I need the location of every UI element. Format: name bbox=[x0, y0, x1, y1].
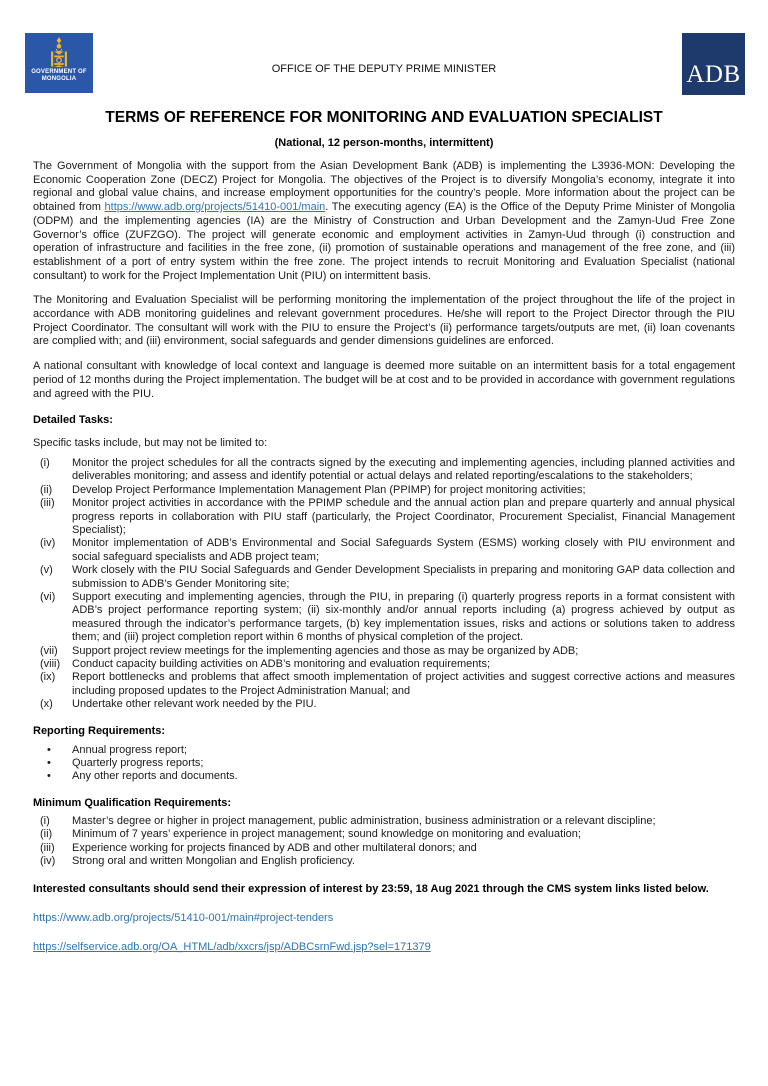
task-item bbox=[33, 497, 735, 537]
task-item bbox=[33, 457, 735, 484]
report-item-text: Any other reports and documents. bbox=[72, 770, 238, 783]
qualification-item-text: Minimum of 7 years’ experience in project management; sound knowledge on monitoring and evaluation; bbox=[72, 828, 581, 841]
task-item-text: Conduct capacity building activities on ADB’s monitoring and evaluation requirements; bbox=[72, 658, 491, 671]
task-item-number: (ii) bbox=[40, 483, 53, 496]
adb-logo-text: ADB bbox=[686, 61, 741, 88]
bullet-marker: • bbox=[47, 770, 51, 783]
task-item-number: (viii) bbox=[40, 658, 61, 671]
bullet-marker: • bbox=[47, 743, 51, 756]
gov-logo-caption-line2: MONGOLIA bbox=[41, 76, 77, 82]
task-item bbox=[33, 537, 735, 564]
reporting-requirements-list bbox=[33, 744, 735, 784]
task-item-text: Support executing and implementing agencies, through the PIU, in preparing (i) quarterly progress reports in a format consistent with ADB’s project performance reporting system; (ii) six-monthly and/or annual reports including (a) progress achieved by output as measured through the indicator’s performance targets, (b) key implementation issues, risks and actions or solutions taken to address them; and (iii) project completion report within 6 months of physical completion of the project. bbox=[72, 591, 735, 644]
task-item-number: (vi) bbox=[40, 591, 56, 604]
qualification-item bbox=[33, 815, 735, 828]
task-item bbox=[33, 484, 735, 497]
qualification-requirements-list bbox=[33, 815, 735, 869]
task-item-text: Monitor project activities in accordance with the PPIMP schedule and the annual action plan and prepare quarterly and annual physical progress reports in collaboration with PIU staff (particularly, the Project Coordinator, Procurement Specialist, Financial Management Specialist); bbox=[72, 497, 735, 536]
task-item-number: (iv) bbox=[40, 537, 56, 550]
bullet-marker: • bbox=[47, 757, 51, 770]
qualification-item bbox=[33, 855, 735, 868]
document-header bbox=[31, 33, 741, 97]
report-item bbox=[33, 770, 735, 783]
qualification-item-number: (ii) bbox=[40, 828, 53, 841]
task-item-text: Work closely with the PIU Social Safeguards and Gender Development Specialists in preparing and monitoring GAP data collection and submission to ADB’s Gender Monitoring site; bbox=[72, 564, 735, 590]
task-item-text: Report bottlenecks and problems that affect smooth implementation of project activities and suggest corrective actions and measures including proposed updates to the Project Administration Manual; and bbox=[72, 671, 735, 697]
detailed-tasks-heading: Detailed Tasks: bbox=[33, 414, 113, 427]
task-item bbox=[33, 591, 735, 645]
detailed-tasks-list bbox=[33, 457, 735, 712]
task-item-number: (v) bbox=[40, 564, 53, 577]
qualification-item-number: (i) bbox=[40, 814, 50, 827]
qualification-item-number: (iv) bbox=[40, 855, 56, 868]
task-item-number: (iii) bbox=[40, 497, 55, 510]
cms-selfservice-link[interactable]: https://selfservice.adb.org/OA_HTML/adb/xxcrs/jsp/ADBCsrnFwd.jsp?sel=171379 bbox=[33, 940, 431, 953]
page-subtitle: (National, 12 person-months, intermittent) bbox=[274, 137, 494, 149]
report-item-text: Annual progress report; bbox=[72, 743, 187, 756]
intro-text-before-link: The Government of Mongolia with the support from the Asian Development Bank (ADB) is implementing the L3936-MON: Developing the Economic Cooperation Zone (DECZ) Project for Mongolia. The objectives of the Project is to diversify Mongolia’s economy, integrate it into regional and global value chains, and increase employment opportunities for the country’s people. More information about the project can be obtained from bbox=[33, 160, 735, 214]
role-paragraph: The Monitoring and Evaluation Specialist will be performing monitoring the implementation of the project throughout the life of the project in accordance with ADB monitoring guidelines and relevant government procedures. He/she will report to the Project Director through the PIU Project Coordinator. The consultant will work with the PIU to ensure the Project’s (ii) performance targets/outputs are met, (ii) loan covenants are complied with; and (iii) environment, social safeguards and gender dimensions guidelines are enforced. bbox=[33, 294, 735, 348]
intro-text-after-link: . The executing agency (EA) is the Office of the Deputy Prime Minister of Mongolia (ODPM) and the implementing agencies (IA) are the Ministry of Construction and Urban Development and the Zamyn-Uud Free Zone Governor’s office (ZUFZGO). The project will generate economic and employment activities in Zamyn-Uud through (i) construction and operation of infrastructure and facilities in the free zone, (ii) promotion of sustainable operations and management of the free zone, and (iii) establishment of a port of entry system within the free zone. The project intends to recruit Monitoring and Evaluation Specialist (national consultant) to work for the Project Implementation Unit (PIU) on intermittent basis. bbox=[33, 201, 735, 282]
engagement-paragraph: A national consultant with knowledge of local context and language is deemed more suitable on an intermittent basis for a total engagement period of 12 months during the Project implementation. The budget will be at cost and to be provided in accordance with government regulations and agreed with the PIU. bbox=[33, 360, 735, 400]
qualification-item bbox=[33, 842, 735, 855]
gov-logo-caption-line1: GOVERNMENT OF bbox=[31, 69, 87, 75]
report-item bbox=[33, 757, 735, 770]
task-item bbox=[33, 671, 735, 698]
office-line: OFFICE OF THE DEPUTY PRIME MINISTER bbox=[271, 63, 497, 75]
qualification-item bbox=[33, 828, 735, 841]
task-item-text: Monitor implementation of ADB’s Environmental and Social Safeguards System (ESMS) working closely with PIU environment and social safeguard specialists and ADB project team; bbox=[72, 537, 735, 563]
page-title: TERMS OF REFERENCE FOR MONITORING AND EVALUATION SPECIALIST bbox=[105, 109, 663, 126]
task-item-number: (i) bbox=[40, 456, 50, 469]
task-item-number: (vii) bbox=[40, 644, 58, 657]
task-item bbox=[33, 698, 735, 711]
task-item bbox=[33, 658, 735, 671]
task-item-text: Support project review meetings for the implementing agencies and those as may be organized by ADB; bbox=[72, 644, 579, 657]
detailed-tasks-intro: Specific tasks include, but may not be limited to: bbox=[33, 437, 268, 450]
task-item-text: Develop Project Performance Implementation Management Plan (PPIMP) for project monitoring activities; bbox=[72, 483, 586, 496]
qualification-item-text: Strong oral and written Mongolian and English proficiency. bbox=[72, 855, 355, 868]
task-item-text: Undertake other relevant work needed by the PIU. bbox=[72, 698, 317, 711]
task-item bbox=[33, 645, 735, 658]
task-item bbox=[33, 564, 735, 591]
qualification-item-text: Experience working for projects financed by ADB and other multilateral donors; and bbox=[72, 841, 477, 854]
task-item-number: (x) bbox=[40, 698, 53, 711]
task-item-number: (ix) bbox=[40, 671, 56, 684]
project-info-link[interactable]: https://www.adb.org/projects/51410-001/main bbox=[104, 201, 326, 214]
qualification-requirements-heading: Minimum Qualification Requirements: bbox=[33, 796, 232, 809]
report-item-text: Quarterly progress reports; bbox=[72, 757, 204, 770]
qualification-item-number: (iii) bbox=[40, 841, 55, 854]
adb-logo bbox=[682, 33, 745, 95]
project-tenders-link[interactable]: https://www.adb.org/projects/51410-001/main#project-tenders bbox=[33, 911, 334, 924]
reporting-requirements-heading: Reporting Requirements: bbox=[33, 724, 166, 737]
submission-deadline-notice: Interested consultants should send their expression of interest by 23:59, 18 Aug 2021 through the CMS system links listed below. bbox=[33, 882, 709, 895]
task-item-text: Monitor the project schedules for all the contracts signed by the executing and implementing agencies, including planned activities and deliverables monitoring; and assess and identify potential or actual delays and related reporting/escalations to the stakeholders; bbox=[72, 456, 735, 483]
report-item bbox=[33, 744, 735, 757]
intro-paragraph bbox=[33, 160, 735, 283]
qualification-item-text: Master’s degree or higher in project management, public administration, business administration or a relevant discipline; bbox=[72, 814, 656, 827]
